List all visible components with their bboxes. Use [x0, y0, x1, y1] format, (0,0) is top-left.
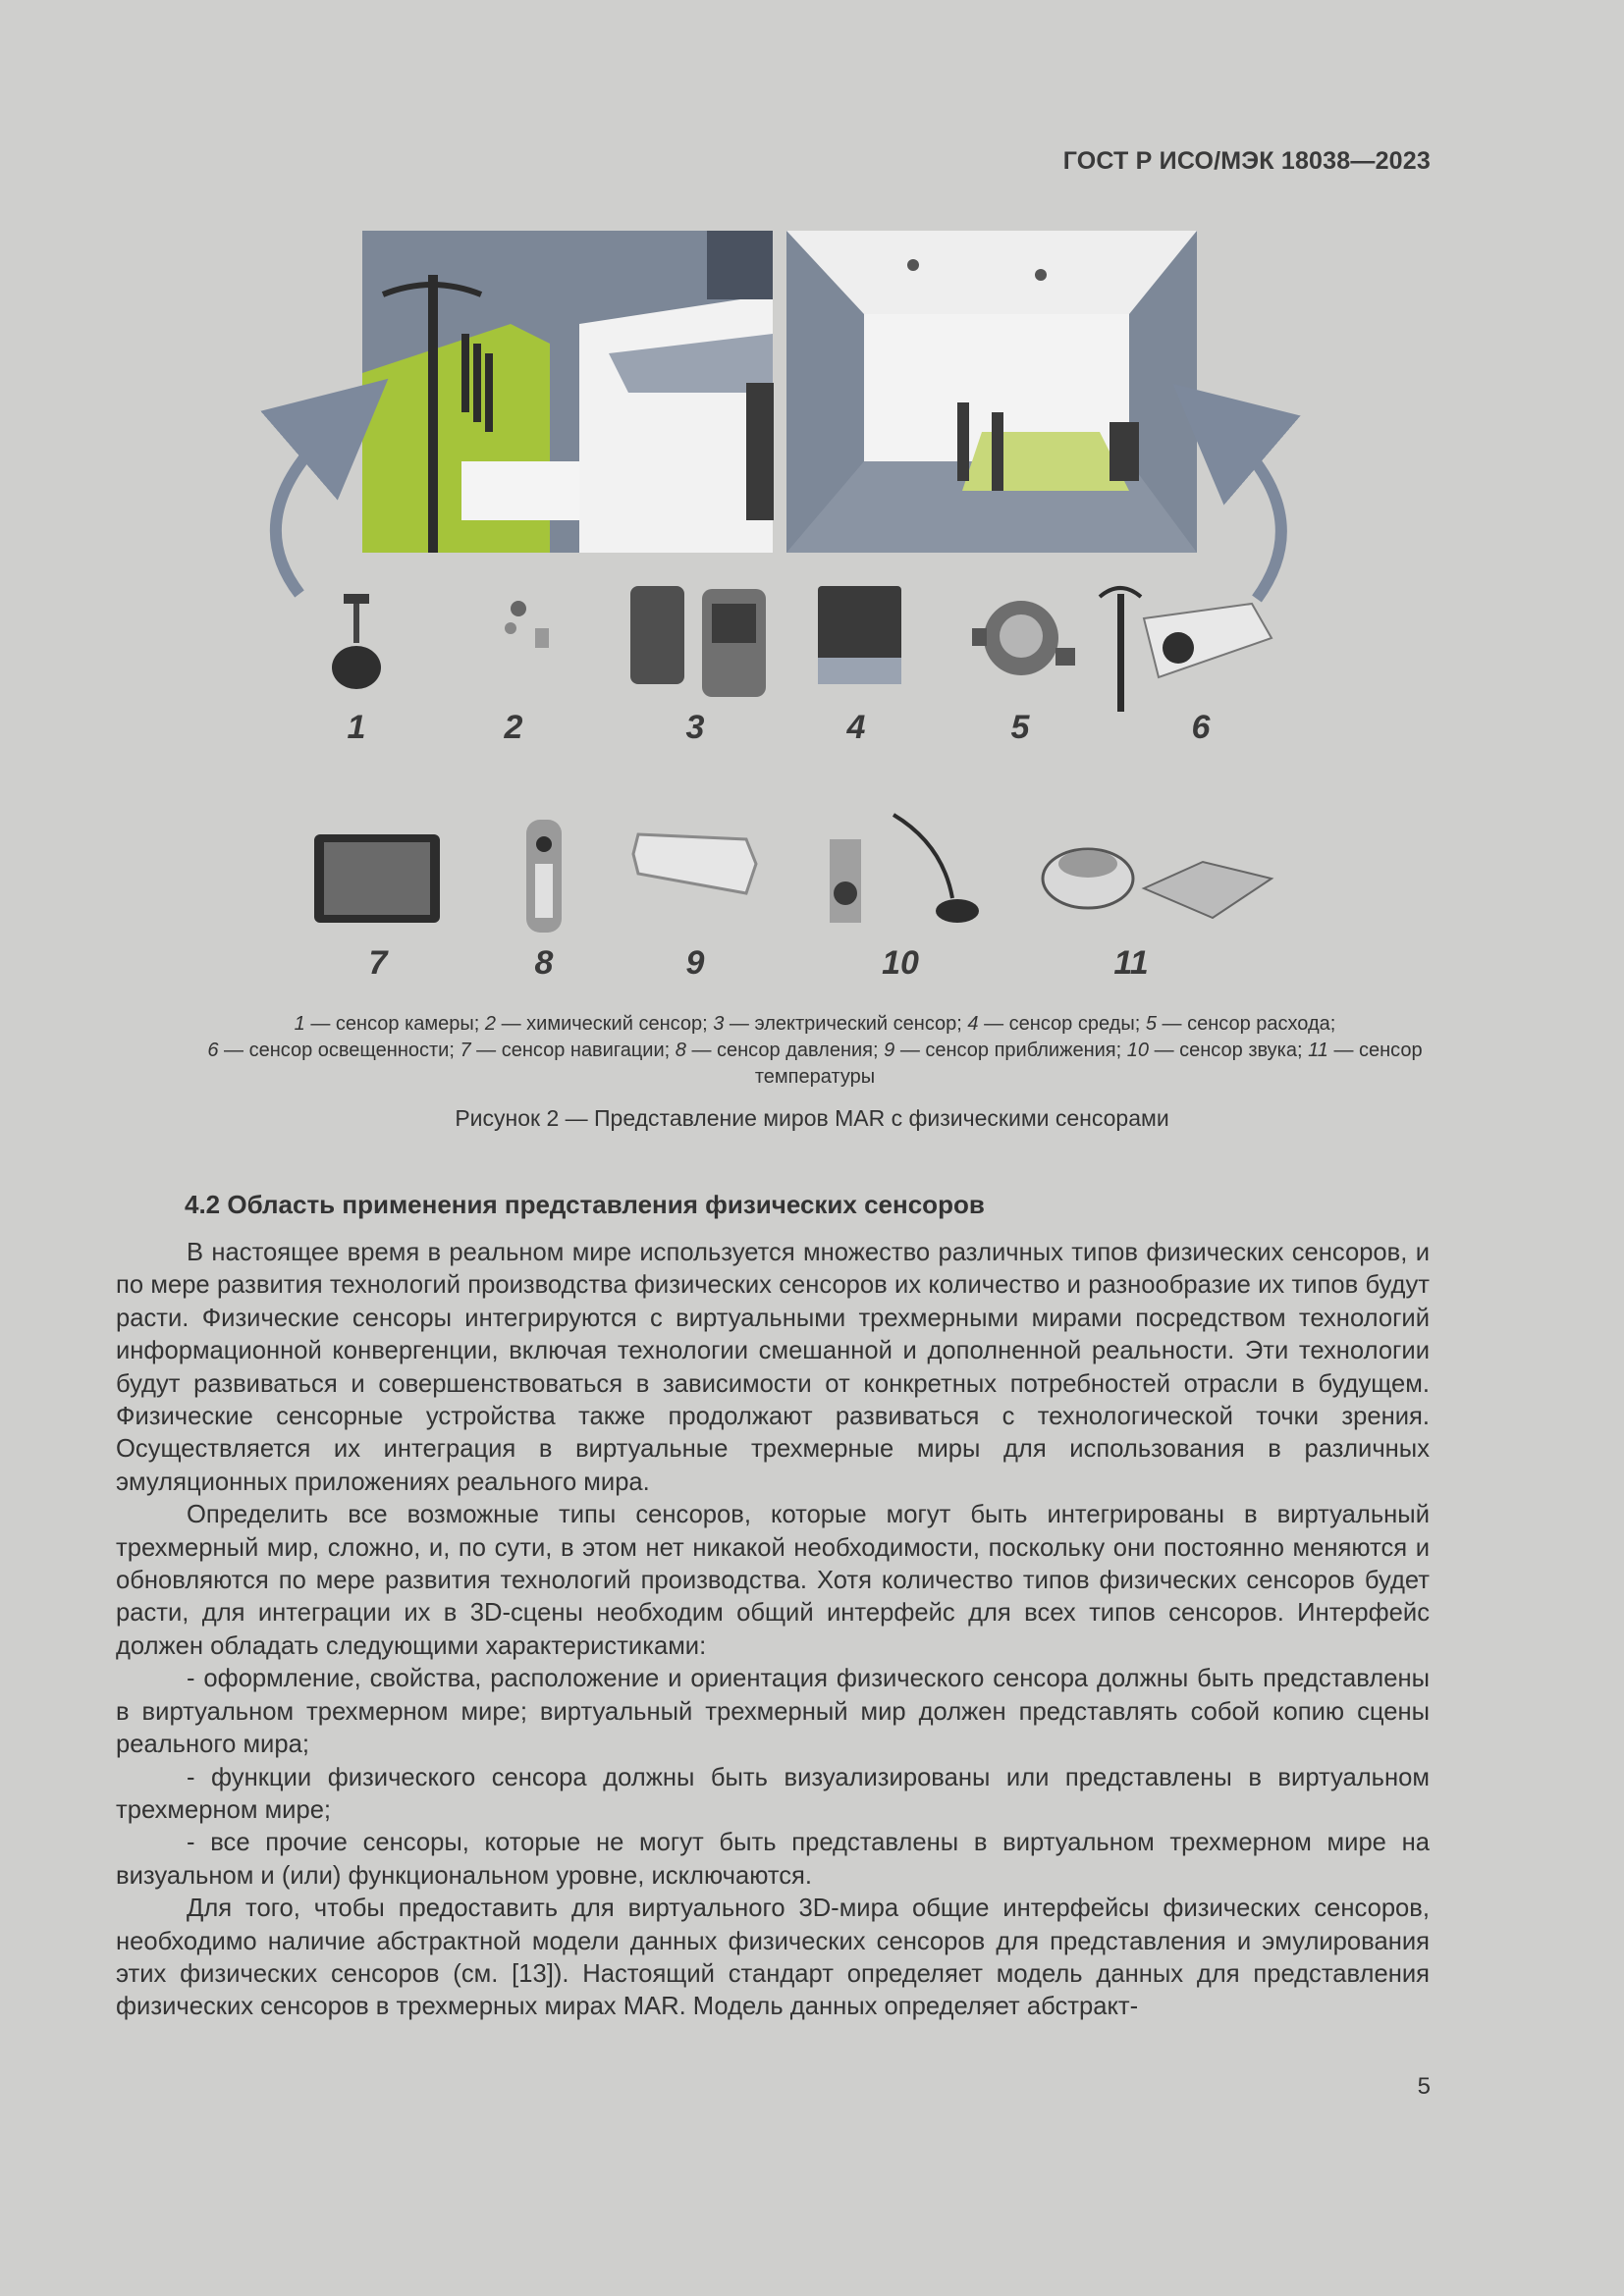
figure-number-10: 10 [882, 944, 919, 982]
left-cycle-arrow [276, 417, 344, 594]
right-cycle-arrow [1218, 422, 1281, 599]
electric-sensor-icon [630, 586, 766, 697]
pressure-sensor-icon [526, 820, 562, 933]
list-item-2: - функции физического сенсора должны быть визуализированы или представлены в виртуальном трехмерном мире; [116, 1763, 1430, 1824]
list-item-1: - оформление, свойства, расположение и ориентация физического сенсора должны быть представлены в виртуальном трехмерном мире; виртуальный трехмерный мир должен представлять собой копию сцены реального мира; [116, 1665, 1430, 1759]
figure-legend: 1 — сенсор камеры; 2 — химический сенсор; 3 — электрический сенсор; 4 — сенсор среды; 5 — сенсор расхода; 6 — сенсор освещенности; 7 — сенсор навигации; 8 — сенсор давления; 9 — сенсор приближения; 10 — сенсор звука; 11 — сенсор температуры [207, 1013, 1423, 1088]
navigation-sensor-icon [314, 834, 440, 923]
figure-illustration [0, 0, 1624, 1001]
document-id: ГОСТ Р ИСО/МЭК 18038—2023 [1062, 147, 1431, 175]
list-item-3: - все прочие сенсоры, которые не могут быть представлены в виртуальном трехмерном мире на визуальном и (или) функциональном уровне, исключаются. [116, 1829, 1430, 1890]
indoor-scene-image [786, 231, 1197, 553]
sound-sensor-icon [830, 815, 979, 923]
temperature-sensor-icon [1043, 849, 1272, 918]
figure-number-6: 6 [1191, 709, 1211, 746]
figure-number-5: 5 [1010, 709, 1030, 746]
page-number: 5 [1417, 2073, 1431, 2100]
section-title: 4.2 Область применения представления физических сенсоров [185, 1190, 985, 1219]
figure-number-1: 1 [347, 709, 366, 746]
paragraph-2: Определить все возможные типы сенсоров, которые могут быть интегрированы в виртуальный трехмерный мир, сложно, и, по сути, в этом нет никакой необходимости, поскольку они постоянно меняются и обновляются по мере развития технологий производства. Хотя количество типов физических сенсоров будет расти, для интеграции их в 3D-сцены необходим общий интерфейс для всех типов сенсоров. Интерфейс должен обладать следующими характеристиками: [116, 1501, 1430, 1660]
figure-number-2: 2 [504, 709, 523, 746]
figure-number-8: 8 [534, 944, 554, 982]
environment-sensor-icon [818, 586, 901, 684]
paragraph-3: Для того, чтобы предоставить для виртуального 3D-мира общие интерфейсы физических сенсоров, необходимо наличие абстрактной модели данных физических сенсоров для представления и эмулирования этих физических сенсоров (см. [13]). Настоящий стандарт определяет модель данных для представления физических сенсоров в трехмерных мирах MAR. Модель данных определяет абстракт- [116, 1895, 1430, 2021]
street-scene-image [362, 231, 774, 553]
figure-number-9: 9 [685, 944, 705, 982]
figure-number-7: 7 [368, 944, 388, 982]
proximity-sensor-icon [633, 834, 756, 893]
flow-sensor-icon [972, 601, 1075, 675]
lighting-sensor-icon [1100, 588, 1272, 712]
figure-number-3: 3 [685, 709, 705, 746]
section-body [116, 1237, 1430, 2024]
figure-caption: Рисунок 2 — Представление миров MAR с физическими сенсорами [455, 1105, 1169, 1131]
paragraph-1: В настоящее время в реальном мире используется множество различных типов физических сенсоров, и по мере развития технологий производства физических сенсоров их количество и разнообразие их типов будут расти. Физические сенсоры интегрируются с виртуальными трехмерными мирами посредством технологий информационной конвергенции, включая технологии смешанной и дополненной реальности. Эти технологии будут развиваться и совершенствоваться в зависимости от конкретных потребностей отрасли в будущем. Физические сенсорные устройства также продолжают развиваться с технологической точки зрения. Осуществляется их интеграция в виртуальные трехмерные миры для использования в различных эмуляционных приложениях реального мира. [116, 1239, 1430, 1496]
figure-number-11: 11 [1113, 944, 1149, 982]
camera-sensor-icon [332, 594, 381, 689]
figure-number-4: 4 [846, 709, 866, 746]
chemical-sensor-icon [505, 601, 549, 648]
